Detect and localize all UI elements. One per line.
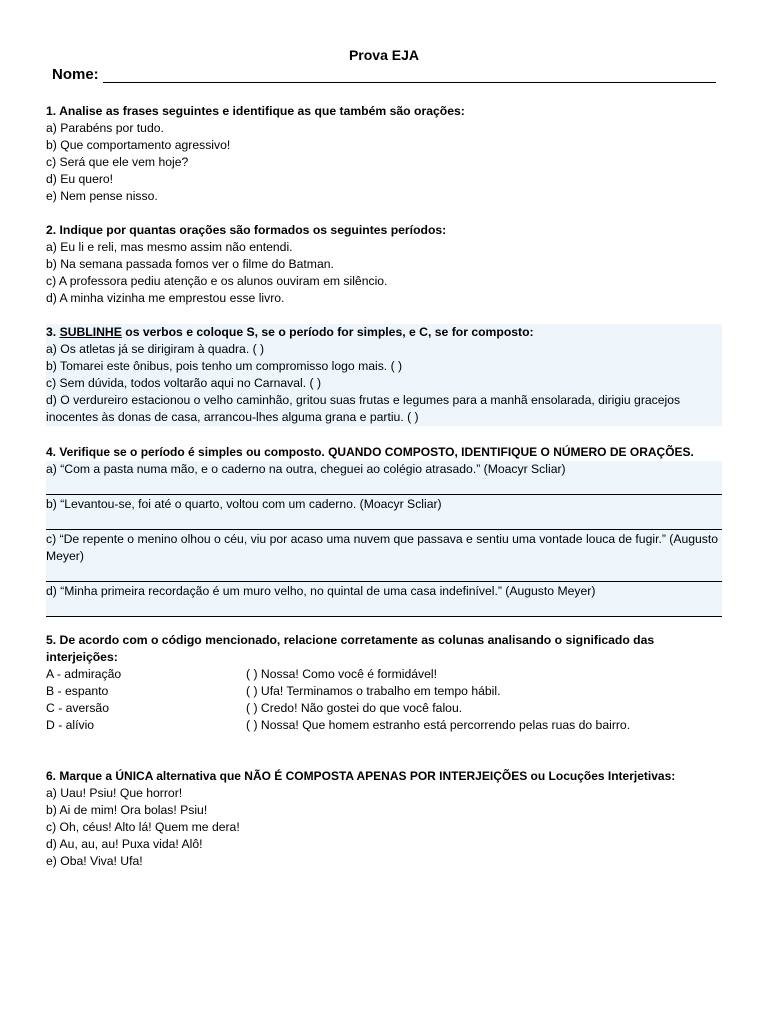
relation-code-c: C - aversão <box>46 701 109 715</box>
question-2-option-c: c) A professora pediu atenção e os alunos ouviram em silêncio. <box>46 274 388 288</box>
name-input-line[interactable] <box>103 68 716 83</box>
question-6 <box>46 768 722 870</box>
question-3-option-c: c) Sem dúvida, todos voltarão aqui no Carnaval. ( ) <box>46 376 322 390</box>
question-3-underlined-word: SUBLINHE <box>59 325 122 339</box>
relation-sentence-4: ( ) Nossa! Que homem estranho está percorrendo pelas ruas do bairro. <box>246 718 631 732</box>
name-row <box>52 66 716 83</box>
question-1-option-d: d) Eu quero! <box>46 172 114 186</box>
question-1-title: 1. Analise as frases seguintes e identifique as que também são orações: <box>46 104 465 118</box>
relation-sentence-3: ( ) Credo! Não gostei do que você falou. <box>246 701 463 715</box>
question-3 <box>46 324 722 426</box>
question-6-option-e: e) Oba! Viva! Ufa! <box>46 854 143 868</box>
relation-sentence-2: ( ) Ufa! Terminamos o trabalho em tempo hábil. <box>246 684 501 698</box>
question-3-option-a: a) Os atletas já se dirigiram à quadra. ( ) <box>46 342 265 356</box>
answer-line-c[interactable] <box>46 565 722 582</box>
question-3-title <box>46 324 722 341</box>
question-3-number: 3. <box>46 325 60 339</box>
question-5 <box>46 632 722 734</box>
question-3-option-b: b) Tomarei este ônibus, pois tenho um compromisso logo mais. ( ) <box>46 359 403 373</box>
question-3-option-d: d) O verdureiro estacionou o velho caminhão, gritou suas frutas e legumes para a manhã ensolarada, dirigiu gracejos inocentes às donas de casa, arrancou-lhes alguma grana e partiu. ( ) <box>46 393 681 424</box>
question-6-option-a: a) Uau! Psiu! Que horror! <box>46 786 183 800</box>
question-2-option-a: a) Eu li e reli, mas mesmo assim não entendi. <box>46 240 293 254</box>
question-6-option-b: b) Ai de mim! Ora bolas! Psiu! <box>46 803 208 817</box>
question-1-option-c: c) Será que ele vem hoje? <box>46 155 189 169</box>
question-3-title-rest: os verbos e coloque S, se o período for simples, e C, se for composto: <box>121 325 534 339</box>
name-label: Nome: <box>52 66 99 83</box>
question-2-option-b: b) Na semana passada fomos ver o filme do Batman. <box>46 257 334 271</box>
question-6-option-c: c) Oh, céus! Alto lá! Quem me dera! <box>46 820 240 834</box>
relation-row <box>46 683 722 700</box>
question-4-option-a: a) “Com a pasta numa mão, e o caderno na outra, cheguei ao colégio atrasado.” (Moacyr Scliar) <box>46 462 566 476</box>
question-6-title: 6. Marque a ÚNICA alternativa que NÃO É COMPOSTA APENAS POR INTERJEIÇÕES ou Locuções Interjetivas: <box>46 769 676 783</box>
question-6-option-d: d) Au, au, au! Puxa vida! Alô! <box>46 837 203 851</box>
question-1-option-b: b) Que comportamento agressivo! <box>46 138 231 152</box>
question-4-option-c: c) “De repente o menino olhou o céu, viu por acaso uma nuvem que passava e sentiu uma vontade louca de fugir.” (Augusto Meyer) <box>46 532 719 563</box>
relation-code-b: B - espanto <box>46 684 109 698</box>
relation-row <box>46 717 722 734</box>
answer-line-b[interactable] <box>46 513 722 530</box>
answer-line-d[interactable] <box>46 600 722 617</box>
answer-line-a[interactable] <box>46 478 722 495</box>
question-5-title: 5. De acordo com o código mencionado, relacione corretamente as colunas analisando o significado das interjeições: <box>46 633 655 664</box>
relation-row <box>46 700 722 717</box>
question-2-title: 2. Indique por quantas orações são formados os seguintes períodos: <box>46 223 447 237</box>
relation-row <box>46 666 722 683</box>
question-4-option-b: b) “Levantou-se, foi até o quarto, voltou com um caderno. (Moacyr Scliar) <box>46 497 442 511</box>
relation-sentence-1: ( ) Nossa! Como você é formidável! <box>246 667 438 681</box>
question-1-option-a: a) Parabéns por tudo. <box>46 121 164 135</box>
question-2-option-d: d) A minha vizinha me emprestou esse livro. <box>46 291 285 305</box>
page-title: Prova EJA <box>348 47 420 63</box>
question-2 <box>46 222 722 307</box>
question-4-title: 4. Verifique se o período é simples ou composto. QUANDO COMPOSTO, IDENTIFIQUE O NÚMERO DE ORAÇÕES. <box>46 445 694 459</box>
question-4 <box>46 444 722 618</box>
relation-code-a: A - admiração <box>46 667 122 681</box>
question-1-option-e: e) Nem pense nisso. <box>46 189 158 203</box>
question-1 <box>46 103 722 205</box>
question-4-option-d: d) “Minha primeira recordação é um muro velho, no quintal de uma casa indefinível.” (Augusto Meyer) <box>46 584 596 598</box>
relation-code-d: D - alívio <box>46 718 95 732</box>
